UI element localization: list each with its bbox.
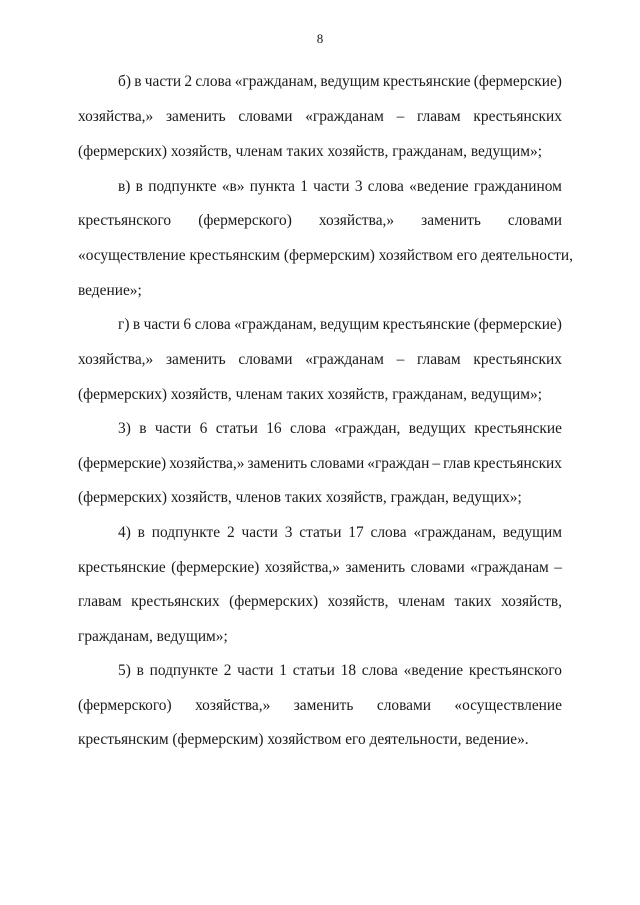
- word: слова: [361, 662, 398, 679]
- word: «граждан,: [334, 420, 401, 437]
- word: в: [132, 316, 141, 333]
- word: ведущим: [320, 73, 380, 90]
- word: 6: [199, 420, 208, 437]
- word: хозяйства,»: [169, 455, 245, 472]
- word: гражданином: [473, 178, 562, 195]
- word: –: [396, 108, 405, 125]
- text-line: [118, 524, 562, 542]
- text-line: [78, 697, 562, 715]
- word: 3: [284, 524, 293, 541]
- text-line: (фермерских) хозяйств, членов таких хозяйств, граждан, ведущих»;: [78, 489, 522, 506]
- word: хозяйства,»: [78, 351, 154, 368]
- word: части: [144, 73, 182, 90]
- word: крестьянского: [78, 212, 172, 229]
- word: 17: [348, 524, 364, 541]
- word: в: [139, 420, 147, 437]
- word: слова: [370, 524, 407, 541]
- word: хозяйства,»: [264, 559, 340, 576]
- word: главам: [78, 593, 122, 610]
- word: хозяйств,: [327, 593, 389, 610]
- word: крестьянского: [468, 662, 562, 679]
- text-line: [118, 662, 562, 680]
- page-number: 8: [316, 31, 324, 46]
- word: 2: [226, 524, 235, 541]
- word: (фермерских): [229, 593, 319, 610]
- word: «гражданам: [305, 108, 384, 125]
- word: крестьянские: [382, 316, 471, 333]
- word: крестьянских: [473, 351, 562, 368]
- word: части: [143, 316, 180, 333]
- word: слова: [194, 316, 231, 333]
- text-line: ведение»;: [78, 282, 142, 299]
- word: в: [134, 73, 142, 90]
- word: хозяйства,»: [195, 697, 271, 714]
- word: 2: [184, 73, 193, 90]
- word: заменить: [421, 212, 481, 229]
- text-line: крестьянским (фермерским) хозяйством его деятельности, ведение».: [78, 731, 529, 748]
- word: 16: [266, 420, 282, 437]
- word: заменить: [293, 697, 354, 714]
- text-line: [78, 351, 562, 369]
- word: –: [432, 455, 441, 472]
- word: части: [313, 178, 350, 195]
- word: словами: [507, 212, 562, 229]
- word: «ведение: [409, 178, 469, 195]
- word: –: [396, 351, 405, 368]
- word: пункта: [249, 178, 295, 195]
- word: подпункте: [151, 524, 221, 541]
- word: подпункте: [149, 662, 218, 679]
- word: 6: [183, 316, 192, 333]
- text-line: [78, 559, 562, 577]
- word: крестьянские: [474, 420, 562, 437]
- word: б): [118, 73, 131, 90]
- text-line: (фермерских) хозяйств, членам таких хозяйств, гражданам, ведущим»;: [78, 386, 542, 403]
- word: «ведение: [403, 662, 464, 679]
- word: заменить: [165, 351, 226, 368]
- word: части: [154, 420, 192, 437]
- word: (фермерские): [171, 559, 260, 576]
- word: (фермерского): [78, 697, 172, 714]
- word: 3: [354, 178, 363, 195]
- word: слова: [195, 73, 232, 90]
- word: части: [237, 662, 274, 679]
- word: главам: [417, 108, 461, 125]
- word: слова: [290, 420, 327, 437]
- word: заменить: [345, 559, 406, 576]
- word: крестьянских: [473, 108, 562, 125]
- word: хозяйства,»: [78, 108, 154, 125]
- word: глав: [443, 455, 471, 472]
- word: «граждан: [367, 455, 430, 472]
- text-line: гражданам, ведущим»;: [78, 628, 228, 645]
- word: в: [135, 178, 143, 195]
- word: г): [118, 316, 130, 333]
- text-line: «осуществление крестьянским (фермерским) хозяйством его деятельности,: [78, 247, 573, 264]
- word: заменить: [165, 108, 226, 125]
- word: словами: [376, 697, 431, 714]
- word: заменить: [247, 455, 308, 472]
- word: «осуществление: [454, 697, 562, 714]
- word: слова: [367, 178, 404, 195]
- word: «гражданам: [470, 559, 549, 576]
- word: статьи: [299, 524, 342, 541]
- word: крестьянских: [131, 593, 220, 610]
- word: –: [554, 559, 562, 576]
- word: ведущих: [408, 420, 466, 437]
- word: главам: [417, 351, 461, 368]
- word: 18: [340, 662, 357, 679]
- word: статьи: [215, 420, 258, 437]
- word: «гражданам: [305, 351, 384, 368]
- word: 2: [223, 662, 232, 679]
- text-line: [78, 593, 562, 611]
- word: словами: [238, 108, 293, 125]
- word: 4): [118, 524, 131, 541]
- text-line: [118, 178, 562, 196]
- word: в: [137, 524, 145, 541]
- text-line: (фермерских) хозяйств, членам таких хозяйств, гражданам, ведущим»;: [78, 143, 542, 160]
- word: в): [118, 178, 131, 195]
- word: ведущим: [320, 316, 380, 333]
- word: статьи: [292, 662, 335, 679]
- text-line: [78, 455, 562, 473]
- word: подпункте: [148, 178, 217, 195]
- text-line: [118, 316, 562, 334]
- text-line: [118, 73, 562, 91]
- word: хозяйств,: [501, 593, 562, 610]
- word: 1: [279, 662, 287, 679]
- word: «гражданам,: [234, 73, 318, 90]
- word: 3): [118, 420, 131, 437]
- word: (фермерские): [78, 455, 167, 472]
- word: крестьянских: [473, 455, 562, 472]
- word: членам: [397, 593, 445, 610]
- word: крестьянские: [78, 559, 166, 576]
- word: 1: [300, 178, 308, 195]
- text-line: [118, 420, 562, 438]
- text-line: [78, 108, 562, 126]
- word: словами: [310, 455, 365, 472]
- word: (фермерские): [473, 73, 562, 90]
- word: в: [136, 662, 144, 679]
- word: таких: [454, 593, 492, 610]
- word: (фермерские): [473, 316, 562, 333]
- word: части: [241, 524, 278, 541]
- word: ведущим: [502, 524, 562, 541]
- word: 5): [118, 662, 131, 679]
- text-line: [78, 212, 562, 230]
- word: «в»: [221, 178, 245, 195]
- word: хозяйства,»: [318, 212, 395, 229]
- word: (фермерского): [198, 212, 292, 229]
- word: словами: [410, 559, 465, 576]
- word: «гражданам,: [234, 316, 317, 333]
- word: крестьянские: [382, 73, 471, 90]
- word: «гражданам,: [413, 524, 496, 541]
- word: словами: [238, 351, 293, 368]
